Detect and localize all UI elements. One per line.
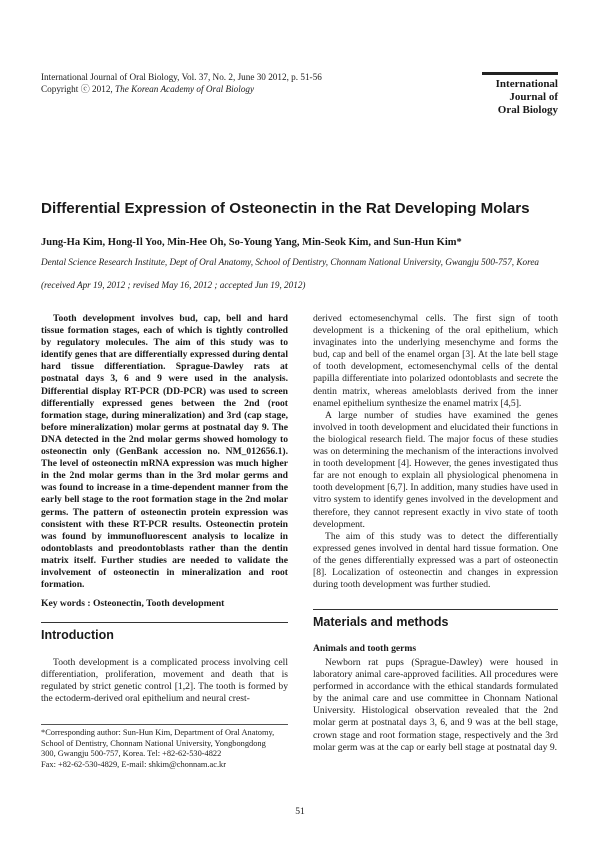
journal-header [41,71,322,95]
footnote-line-3: 300, Gwangju 500-757, Korea. Tel: +82-62-530-4822 [41,749,222,758]
copyright-line [41,83,322,95]
paragraph-2: A large number of studies have examined the genes involved in tooth development and elucidated their functions in the biological research field. The major focus of these studies was on determining the mechanism of the interactions involved in tooth development [4]. However, the genes investigated thus far are not enough to explain all physiological phenomena in tooth development [6,7]. In addition, many studies have used in vitro system to identify genes involved in the development and therefore, they cannot represent exactly in vivo state of tooth development. [313,409,558,530]
introduction-heading: Introduction [41,622,288,642]
page-number: 51 [295,806,305,817]
methods-paragraph: Newborn rat pups (Sprague-Dawley) were housed in laboratory animal care-approved facilities. All procedures were performed in accordance with the ethical standards formulated by the animal care and use committee in Chonnam National University. Histological observation revealed that the 2nd molar germ at postnatal days 3, 6, and 9 was at the bell stage, crown stage and root formation stage, respectively and the 3rd molar germ was at the cap or early bell stage at postnatal day 9. [313,657,558,753]
copyright-symbol: ⓒ [80,84,90,94]
journal-citation: International Journal of Oral Biology, Vol. 37, No. 2, June 30 2012, p. 51-56 [41,72,322,82]
introduction-paragraph: Tooth development is a complicated process involving cell differentiation, proliferation, movement and death that is regulated by strict genetic control [1,2]. The tooth is formed by the ectoderm-derived oral epithelium and neural crest- [41,657,288,705]
affiliation: Dental Science Research Institute, Dept of Oral Anatomy, School of Dentistry, Chonnam National University, Gwangju 500-757, Korea [41,257,540,267]
abstract [41,313,288,591]
footnote-line-4: Fax: +82-62-530-4829, E-mail: shkim@chonnam.ac.kr [41,759,227,769]
footnote-line-2: School of Dentistry, Chonnam National University, Yongbongdong [41,738,266,748]
logo-line-1: International [495,78,558,90]
methods-body [313,657,558,754]
copyright-year: 2012, [92,84,113,94]
received-dates: (received Apr 19, 2012 ; revised May 16, 2012 ; accepted Jun 19, 2012) [41,280,306,290]
right-column-body [313,313,558,591]
methods-heading: Materials and methods [313,609,558,629]
author-list: Jung-Ha Kim, Hong-Il Yoo, Min-Hee Oh, So-Young Yang, Min-Seok Kim, and Sun-Hun Kim* [41,237,462,248]
methods-subheading: Animals and tooth germs [313,643,417,654]
paragraph-1: derived ectomesenchymal cells. The first sign of tooth development is a thickening of the oral epithelium, which invaginates into the underlying mesenchyme and forms the bud, cap and bell of the enamel organ [3]. At the late bell stage of tooth development, ectomesenchymal cells of the dental papilla differentiate into polarized odontoblasts and secrete the dentin matrix, whereas ameloblasts derived from the inner enamel epithelium synthesize the enamel matrix [4,5]. [313,313,558,409]
introduction-body [41,657,288,705]
journal-logo [482,72,558,117]
copyright-society: The Korean Academy of Oral Biology [115,84,255,94]
logo-line-3: Oral Biology [497,104,558,116]
abstract-text: Tooth development involves bud, cap, bell and hard tissue formation stages, each of which is tightly controlled by regulatory molecules. The aim of this study was to identify genes that are differentially expressed during dental hard tissue differentiation. Sprague-Dawley rats at postnatal days 3, 6 and 9 were used in the analysis. Differential display RT-PCR (DD-PCR) was used to screen differentially expressed genes between the 2nd (root formation stage, during mineralization) and 3rd (cap stage, before mineralization) molar germs at postnatal day 9. The DNA detected in the 2nd molar germs showed homology to osteonectin only (GenBank accession no. NM_012656.1). The level of osteonectin mRNA expression was much higher in the 2nd molar germs than in the 3rd molar germs and was found to increase in a time-dependent manner from the early bell stage to the root formation stage in the 2nd molar germs. The pattern of osteonectin protein expression was consistent with these RT-PCR results. Osteonectin protein was found by immunofluorescent analysis to localize in odontoblasts and preodontoblasts rather than the dentin matrix itself. Further studies are needed to validate the involvement of osteonectin in mineralization and root formation. [41,313,288,591]
paragraph-3: The aim of this study was to detect the differentially expressed genes involved in dental hard tissue formation. One of the genes differentially expressed was a part of osteonectin [8]. Localization of osteonectin and changes in expression during tooth development was further studied. [313,530,558,591]
corresponding-author-footnote [41,724,288,770]
footnote-line-1: *Corresponding author: Sun-Hun Kim, Department of Oral Anatomy, [41,728,275,737]
article-title: Differential Expression of Osteonectin in the Rat Developing Molars [41,200,530,217]
copyright-prefix: Copyright [41,84,79,94]
keywords: Key words : Osteonectin, Tooth development [41,598,225,609]
logo-line-2: Journal of [509,91,558,103]
